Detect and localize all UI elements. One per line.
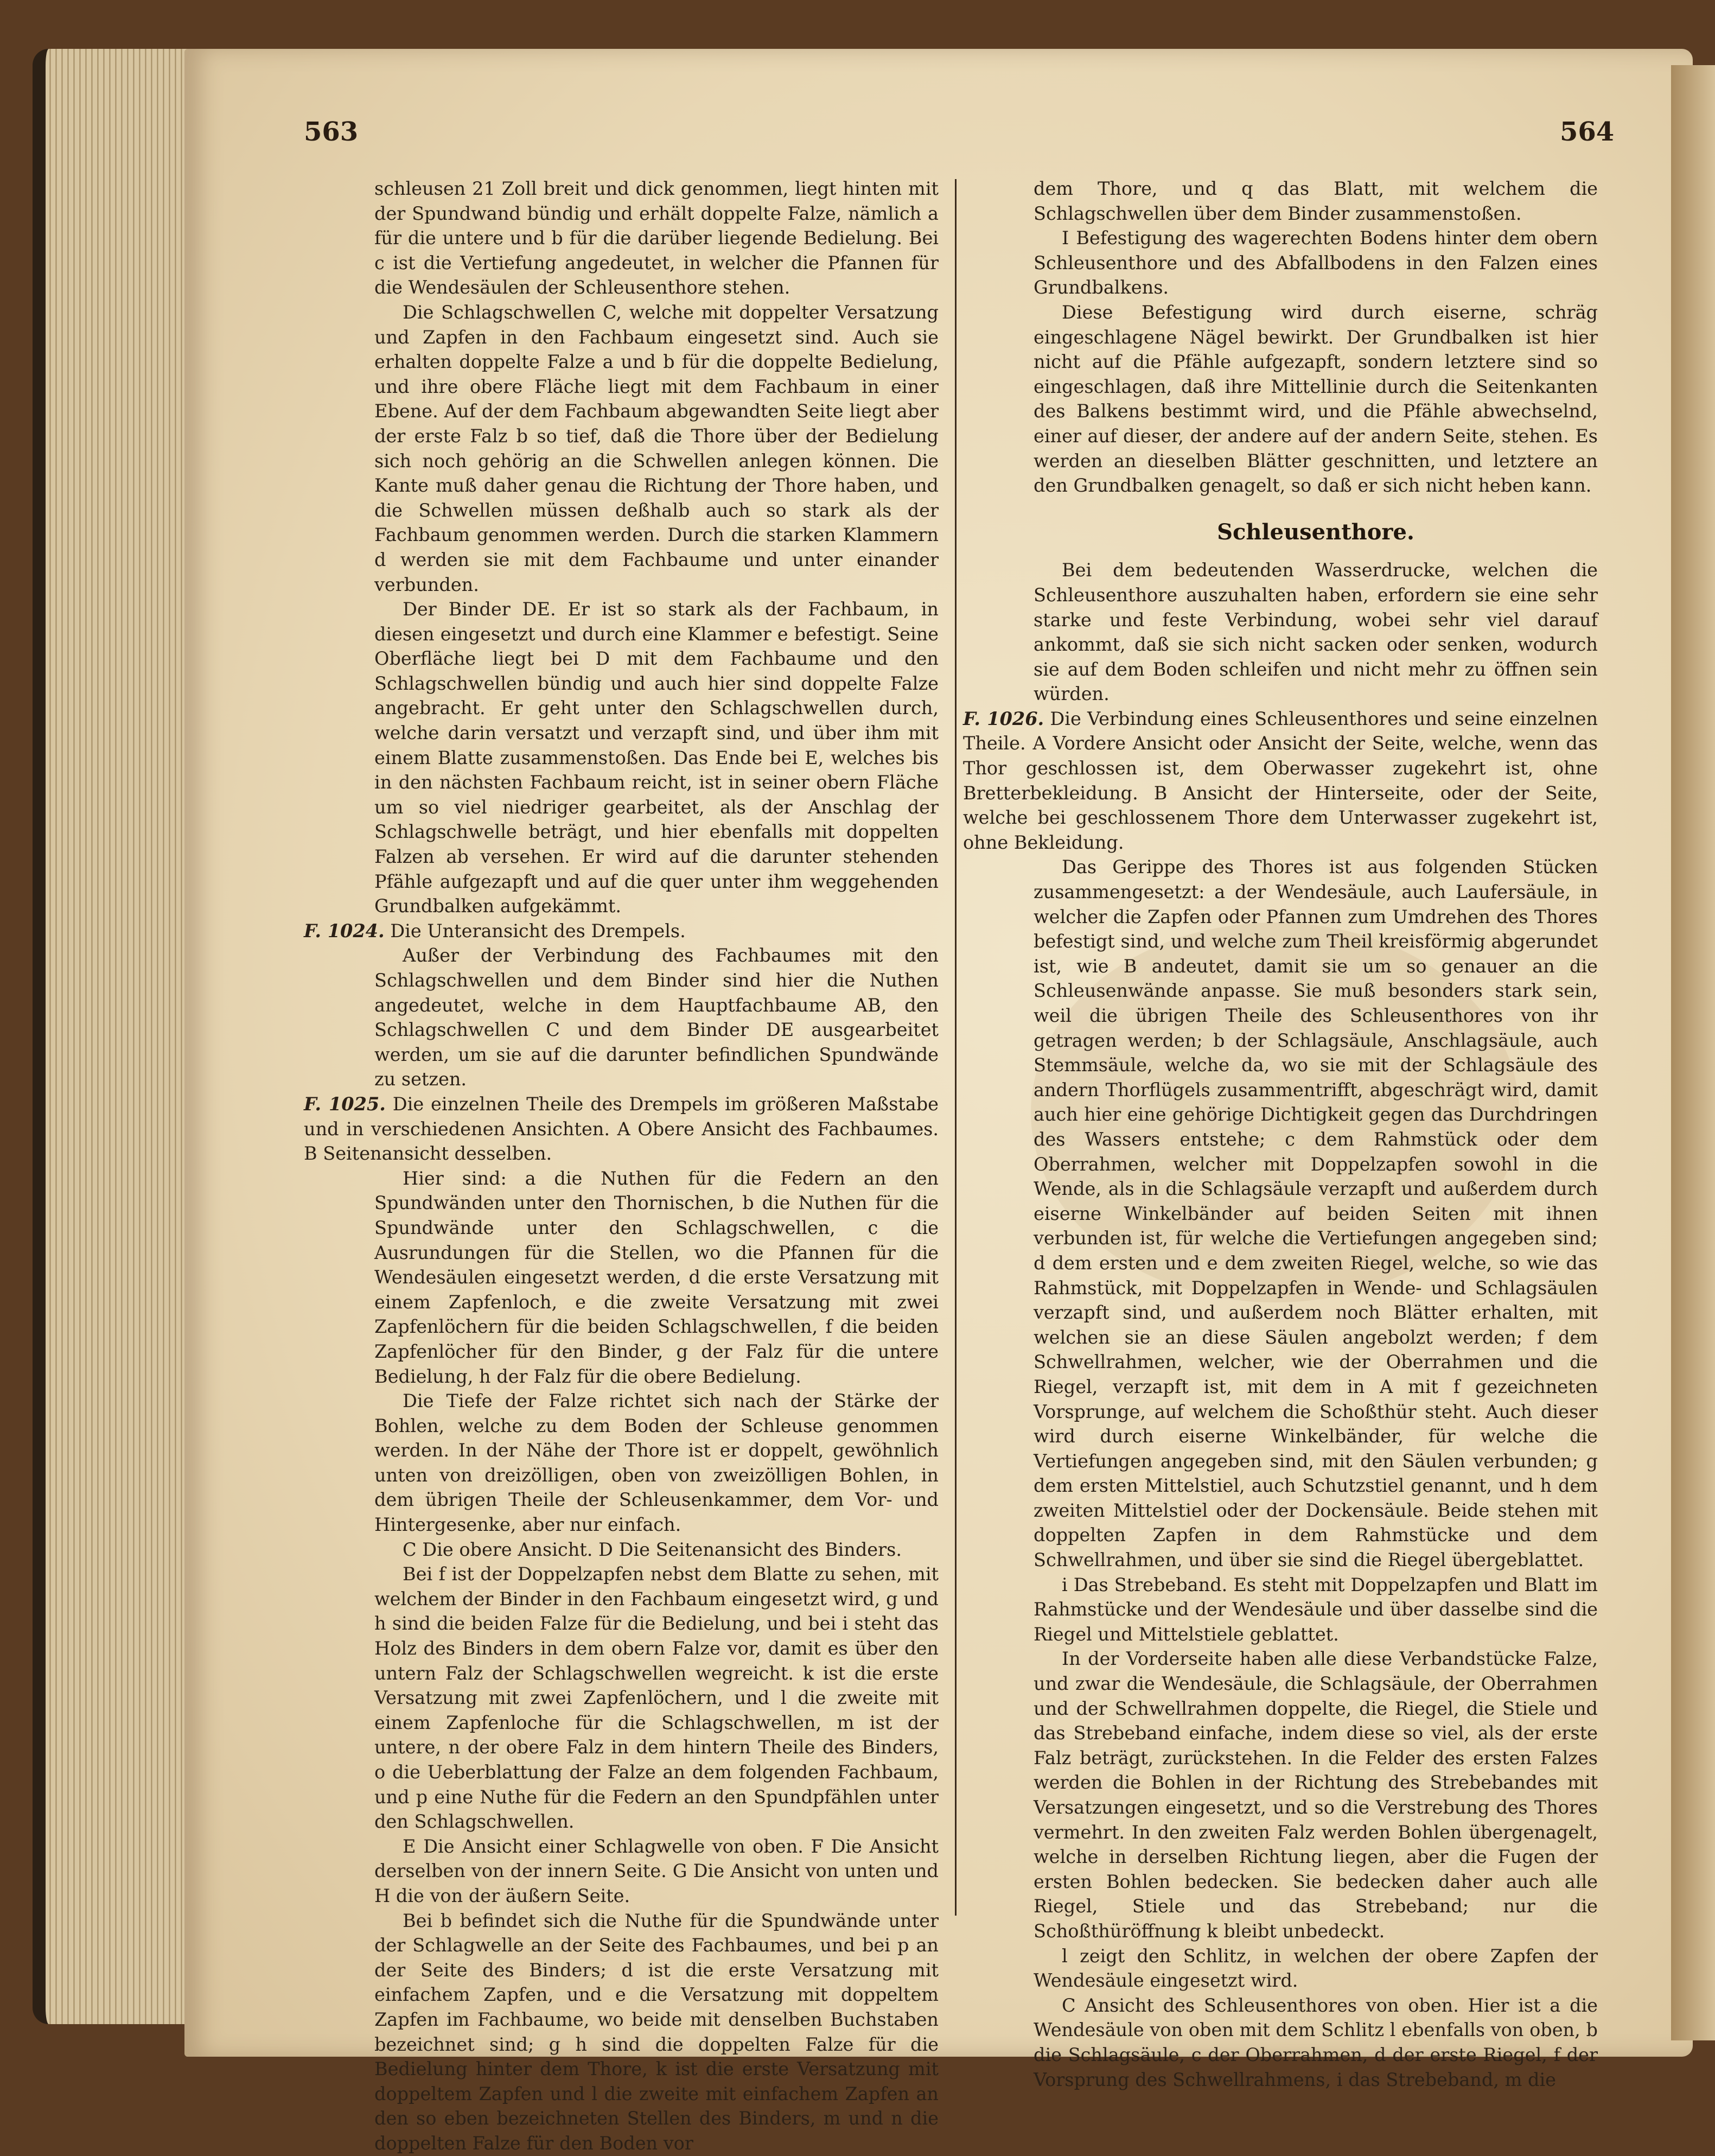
section-heading: Schleusenthore. xyxy=(1217,519,1414,545)
paragraph-text: Das Gerippe des Thores ist aus folgenden Stücken zusammengesetzt: a der Wendesäule, auch Laufersäule, in welcher die Zapfen oder Pfannen zum Umdrehen des Thores befestigt sind, und welche zum Theil kreisförmig abgerundet ist, wie B andeutet, damit sie um so genauer an die Schleusenwände anpasse. Sie muß besonders stark sein, weil die übrigen Theile des Schleusenthores von ihr getragen werden; b der Schlagsäule, Anschlagsäule, auch Stemmsäule, welche da, wo sie mit der Schlagsäule des andern Thorflügels zusammentrifft, abgeschrägt wird, damit auch hier eine gehörige Dichtigkeit gegen das Durchdringen des Wassers entstehe; c dem Rahmstück oder dem Oberrahmen, welcher mit Doppelzapfen sowohl in die Wende, als in die Schlagsäule verzapft und außerdem durch eiserne Winkelbänder auf beiden Seiten mit ihnen verbunden ist, für welche die Vertiefungen angegeben sind; d dem ersten und e dem zweiten Riegel, welche, so wie das Rahmstück, mit Doppelzapfen in Wende- und Schlagsäulen verzapft sind, und außerdem noch Blätter erhalten, mit welchen sie an diese Säulen angebolzt werden; f dem Schwellrahmen, welcher, wie der Oberrahmen und die Riegel, verzapft ist, mit dem in A mit f gezeichneten Vorsprunge, auf welchem die Schoßthür steht. Auch dieser wird durch eiserne Winkelbänder, für welche die Vertiefungen angegeben sind, mit den Säulen verbunden; g dem ersten Mittelstiel, auch Schutzstiel genannt, und h dem zweiten Mittelstiel oder der Dockensäule. Beide stehen mit doppelten Zapfen in dem Rahmstücke und dem Schwellrahmen, und über sie sind die Riegel übergeblattet. xyxy=(1034,856,1598,1571)
paragraph-text: E Die Ansicht einer Schlagwelle von oben. F Die Ansicht derselben von der innern Seite. G Die Ansicht von unten und H die von der äußern Seite. xyxy=(374,1835,939,1906)
figure-reference-label: F. 1026. xyxy=(963,708,1044,729)
paragraph xyxy=(1034,1646,1598,1943)
column-divider xyxy=(955,179,957,1916)
paragraph-text: Die einzelnen Theile des Drempels im größeren Maßstabe und in verschiedenen Ansichten. A Obere Ansicht des Fachbaumes. B Seitenansicht desselben. xyxy=(304,1093,939,1165)
paragraph xyxy=(1034,1573,1598,1647)
paragraph-text: In der Vorderseite haben alle diese Verbandstücke Falze, und zwar die Wendesäule, die Schlagsäule, der Oberrahmen und der Schwellrahmen doppelte, die Riegel, die Stiele und das Strebeband einfache, indem diese so viel, als der erste Falz beträgt, zurückstehen. In die Felder des ersten Falzes werden die Bohlen in der Richtung des Strebebandes mit Versatzungen eingesetzt, und so die Verstrebung des Thores vermehrt. In den zweiten Falz werden Bohlen übergenagelt, welche in derselben Richtung liegen, aber die Fugen der ersten Bohlen bedecken. Sie bedecken daher auch alle Riegel, Stiele und das Strebeband; nur die Schoßthüröffnung k bleibt unbedeckt. xyxy=(1034,1648,1598,1942)
right-text-column xyxy=(963,176,1598,2092)
paragraph-text: Diese Befestigung wird durch eiserne, schräg eingeschlagene Nägel bewirkt. Der Grundbalken ist hier nicht auf die Pfähle aufgezapft, sondern letztere sind so eingeschlagen, daß ihre Mittellinie durch die Seitenkanten des Balkens bestimmt wird, und die Pfähle abwechselnd, einer auf dieser, der andere auf der andern Seite, stehen. Es werden an dieselben Blätter geschnitten, und letztere an den Grundbalken genagelt, so daß er sich nicht heben kann. xyxy=(1034,301,1598,497)
right-column-bottom-block xyxy=(963,558,1598,2092)
paragraph-text: i Das Strebeband. Es steht mit Doppelzapfen und Blatt im Rahmstücke und der Wendesäule und über dasselbe sind die Riegel und Mittelstiele geblattet. xyxy=(1034,1574,1598,1645)
paragraph-text: Die Schlagschwellen C, welche mit doppelter Versatzung und Zapfen in den Fachbaum eingesetzt sind. Auch sie erhalten doppelte Falze a und b für die doppelte Bedielung, und ihre obere Fläche liegt mit dem Fachbaum in einer Ebene. Auf der dem Fachbaum abgewandten Seite liegt aber der erste Falz b so tief, daß die Thore über der Bedielung sich noch gehörig an die Schwellen anlegen können. Die Kante muß daher genau die Richtung der Thore haben, und die Schwellen müssen deßhalb auch so stark als der Fachbaum genommen werden. Durch die starken Klammern d werden sie mit dem Fachbaume und unter einander verbunden. xyxy=(374,301,939,595)
paragraph-text: Bei b befindet sich die Nuthe für die Spundwände unter der Schlagwelle an der Seite des Fachbaumes, und bei p an der Seite des Binders; d ist die erste Versatzung mit einfachem Zapfen, und e die Versatzung mit doppeltem Zapfen im Fachbaume, wo beide mit denselben Buchstaben bezeichnet sind; g h sind die doppelten Falze für die Bedielung hinter dem Thore, k ist die erste Versatzung mit doppeltem Zapfen und l die zweite mit einfachem Zapfen an den so eben bezeichneten Stellen des Binders, m und n die doppelten Falze für den Boden vor xyxy=(374,1910,939,2154)
paragraph xyxy=(1034,855,1598,1572)
paragraph-text: I Befestigung des wagerechten Bodens hinter dem obern Schleusenthore und des Abfallbodens in den Falzen eines Grundbalkens. xyxy=(1034,227,1598,298)
paragraph xyxy=(374,597,939,919)
left-text-column xyxy=(304,176,939,2156)
paragraph xyxy=(374,1537,939,1562)
paragraph-text: Der Binder DE. Er ist so stark als der Fachbaum, in diesen eingesetzt und durch eine Klammer e befestigt. Seine Oberfläche liegt bei D mit dem Fachbaume und den Schlagschwellen bündig und auch hier sind doppelte Falze angebracht. Er geht unter den Schlagschwellen durch, welche darin versatzt und verzapft sind, und über ihm mit einem Blatte zusammenstoßen. Das Ende bei E, welches bis in den nächsten Fachbaum reicht, ist in seiner obern Fläche um so viel niedriger gearbeitet, als der Anschlag der Schlagschwelle beträgt, und hier ebenfalls mit doppelten Falzen ab versehen. Er wird auf die darunter stehenden Pfähle aufgezapft und auf die quer unter ihm weggehenden Grundbalken aufgekämmt. xyxy=(374,599,939,917)
paragraph-text: Die Tiefe der Falze richtet sich nach der Stärke der Bohlen, welche zu dem Boden der Schleuse genommen werden. In der Nähe der Thore ist er doppelt, gewöhnlich unten von dreizölligen, oben von zweizölligen Bohlen, in dem übrigen Theile der Schleusenkammer, dem Vor- und Hintergesenke, aber nur einfach. xyxy=(374,1390,939,1536)
paragraph-text: Außer der Verbindung des Fachbaumes mit den Schlagschwellen und dem Binder sind hier die Nuthen angedeutet, welche in dem Hauptfachbaume AB, den Schlagschwellen C und dem Binder DE ausgearbeitet werden, um sie auf die darunter befindlichen Spundwände zu setzen. xyxy=(374,945,939,1090)
figure-reference-label: F. 1025. xyxy=(304,1093,386,1115)
next-page-edge xyxy=(1671,65,1715,2040)
paragraph-text: Die Unteransicht des Drempels. xyxy=(390,920,686,942)
paragraph-text: l zeigt den Schlitz, in welchen der obere Zapfen der Wendesäule eingesetzt wird. xyxy=(1034,1945,1598,1992)
paragraph-text: Die Verbindung eines Schleusenthores und seine einzelnen Theile. A Vordere Ansicht oder Ansicht der Seite, welche, wenn das Thor geschlossen ist, dem Oberwasser zugekehrt ist, ohne Bretterbekleidung. B Ansicht der Hinterseite, oder der Seite, welche bei geschlossenem Thore dem Unterwasser zugekehrt ist, ohne Bekleidung. xyxy=(963,708,1598,853)
paragraph-text: C Die obere Ansicht. D Die Seitenansicht des Binders. xyxy=(403,1538,902,1560)
paragraph xyxy=(1034,300,1598,498)
paragraph-text: Hier sind: a die Nuthen für die Federn an den Spundwänden unter den Thornischen, b die Nuthen für die Spundwände unter den Schlagschwellen, c die Ausrundungen für die Stellen, wo die Pfannen für die Wendesäulen eingesetzt werden, d die erste Versatzung mit einem Zapfenloch, e die zweite Versatzung mit zwei Zapfenlöchern für die beiden Schlagschwellen, f die beiden Zapfenlöcher für den Binder, g der Falz für die untere Bedielung, h der Falz für die obere Bedielung. xyxy=(374,1167,939,1387)
right-column-top-block xyxy=(1034,176,1598,498)
paragraph xyxy=(1034,176,1598,226)
paragraph xyxy=(374,300,939,597)
paragraph-text: C Ansicht des Schleusenthores von oben. Hier ist a die Wendesäule von oben mit dem Schlitz l ebenfalls von oben, b die Schlagsäule, c der Oberrahmen, d der erste Riegel, f der Vorsprung des Schwellrahmens, i das Strebeband, m die xyxy=(1034,1994,1598,2090)
paragraph xyxy=(374,1909,939,2156)
paragraph xyxy=(374,943,939,1092)
paragraph xyxy=(1034,558,1598,707)
page-number-left: 563 xyxy=(304,117,359,147)
paragraph-text: dem Thore, und q das Blatt, mit welchem die Schlagschwellen über dem Binder zusammenstoßen. xyxy=(1034,178,1598,224)
paragraph xyxy=(1034,226,1598,300)
paragraph xyxy=(304,1092,939,1166)
paragraph-text: Bei f ist der Doppelzapfen nebst dem Blatte zu sehen, mit welchem der Binder in den Fachbaum eingesetzt wird, g und h sind die beiden Falze für die Bedielung, und bei i steht das Holz des Binders in dem obern Falze vor, damit es über den untern Falz der Schlagschwellen wegreicht. k ist die erste Versatzung mit zwei Zapfenlöchern, und l die zweite mit einem Zapfenloche für die Schlagschwellen, m ist der untere, n der obere Falz in dem hintern Theile des Binders, o die Ueberblattung der Falze an dem folgenden Fachbaum, und p eine Nuthe für die Federn an den Spundpfählen unter den Schlagschwellen. xyxy=(374,1563,939,1833)
page-number-right: 564 xyxy=(1560,117,1615,147)
paragraph xyxy=(374,176,939,300)
paragraph xyxy=(963,707,1598,855)
paragraph-text: schleusen 21 Zoll breit und dick genommen, liegt hinten mit der Spundwand bündig und erhält doppelte Falze, nämlich a für die untere und b für die darüber liegende Bedielung. Bei c ist die Vertiefung angedeutet, in welcher die Pfannen für die Wendesäulen der Schleusenthore stehen. xyxy=(374,178,939,298)
paragraph xyxy=(304,919,939,944)
paragraph-text: Bei dem bedeutenden Wasserdrucke, welchen die Schleusenthore auszuhalten haben, erfordern sie eine sehr starke und feste Verbindung, wobei sehr viel darauf ankommt, daß sie sich nicht sacken oder senken, wodurch sie auf dem Boden schleifen und nicht mehr zu öffnen sein würden. xyxy=(1034,559,1598,705)
figure-reference-label: F. 1024. xyxy=(304,920,385,942)
paragraph xyxy=(374,1389,939,1537)
paragraph xyxy=(1034,1944,1598,1993)
paragraph xyxy=(374,1562,939,1834)
paragraph xyxy=(374,1834,939,1909)
paragraph xyxy=(1034,1993,1598,2092)
paragraph xyxy=(374,1166,939,1389)
